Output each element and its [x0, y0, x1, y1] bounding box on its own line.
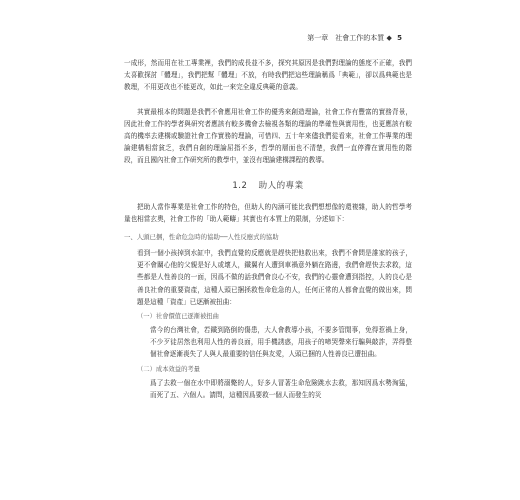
body-text — [124, 57, 412, 401]
item-1-body: 當今的台灣社會，若鐵到路倒的傷患，大人會教導小孩，不要多管閒事，免得惹禍上身，不少歹徒居然也利用人性的善良面，用手機誘惑，用孩子的啼哭聲來行騙與敲詐，弄得整個社會逐漸喪失了人與人最重要的信任與友愛，人頭已捆的人性善良已遭扭曲。 — [150, 326, 412, 359]
section-title: 助人的專業 — [258, 180, 304, 191]
paragraph-3: 把助人當作專業是社會工作的特色，但助人的內涵可能比我們想想像的還複雜，助人的哲學考量也相當玄奧，社會工作的「助人範疇」其實也有本質上的限制，分述如下： — [124, 202, 412, 223]
paragraph-2: 其實最根本的問題是我們不會應用社會工作的優秀來創造理論，社會工作有豐富的實務背景，因此社會工作的學者與研究者應該有較多機會去檢視各類的理論的準確性與實用性，也更應該有較高的機率去建構或驗證社會工作實務的理論，可惜四、五十年來儘我們從看來，社會工作專業的理論建構相當貧乏，我們自創的理論屈指不多，哲學的層面也不清楚，我們一直停滯在實用性的階段，而且國內社會工作研究所的教學中，並沒有理論建構課程的教導。 — [124, 107, 412, 165]
section-number: 1.2 — [232, 180, 248, 191]
paragraph-1: 一成形，然而用在社工專業裡，我們的成長並不多，探究其原因是我們對理論的態度不正確，我們太喜歡探討「體理」，我們把幫「體理」不放，有時我們把這些理論稱爲「典範」，卻以爲典範也是教理，不用更改也不能更改，如此一來完全違反典範的意義。 — [124, 59, 412, 92]
item-2-block — [137, 377, 412, 401]
section-heading — [124, 179, 412, 191]
page-number: 5 — [397, 34, 402, 42]
diamond-icon: ◆ — [386, 34, 392, 42]
subsection-heading: 一、人頭已捆，性命危急時的協助──人性反應式的協助 — [124, 233, 279, 242]
item-1-block — [137, 324, 412, 361]
subsection-body-block — [124, 247, 412, 401]
item-2-body: 爲了去救一個在水中即將溺斃的人，好多人冒著生命危險跳水去救，那知因爲水勢洶猛，而死了五、六個人。請問，這種因爲要救一個人而發生的災 — [150, 378, 412, 399]
subsection-body: 看到一個小孩掉到水缸中，我們直覺的反應就是趕快把他救出來，我們不會問是誰家的孩子，更不會關心他的父親是好人或壞人，鐵翼有人遭到車禍意外躺在路邊，我們會趕快去求救，這些都是人性善良的一面，因爲不做的話我們會良心不安，我們的心靈會遭到指控，人的良心是善良社會的重要資產，這種人頭已捆拯救性命危急的人，任何正常的人都會直覺的做出來，問題是這種「資產」已逐漸被扭曲： — [137, 249, 412, 306]
running-header — [307, 33, 402, 43]
item-1-heading: （一）社會價值已逐漸被扭曲 — [137, 313, 219, 321]
chapter-title: 第一章 社會工作的本質 — [307, 34, 385, 42]
item-2-heading: （二）成本效益的考量 — [137, 365, 200, 373]
